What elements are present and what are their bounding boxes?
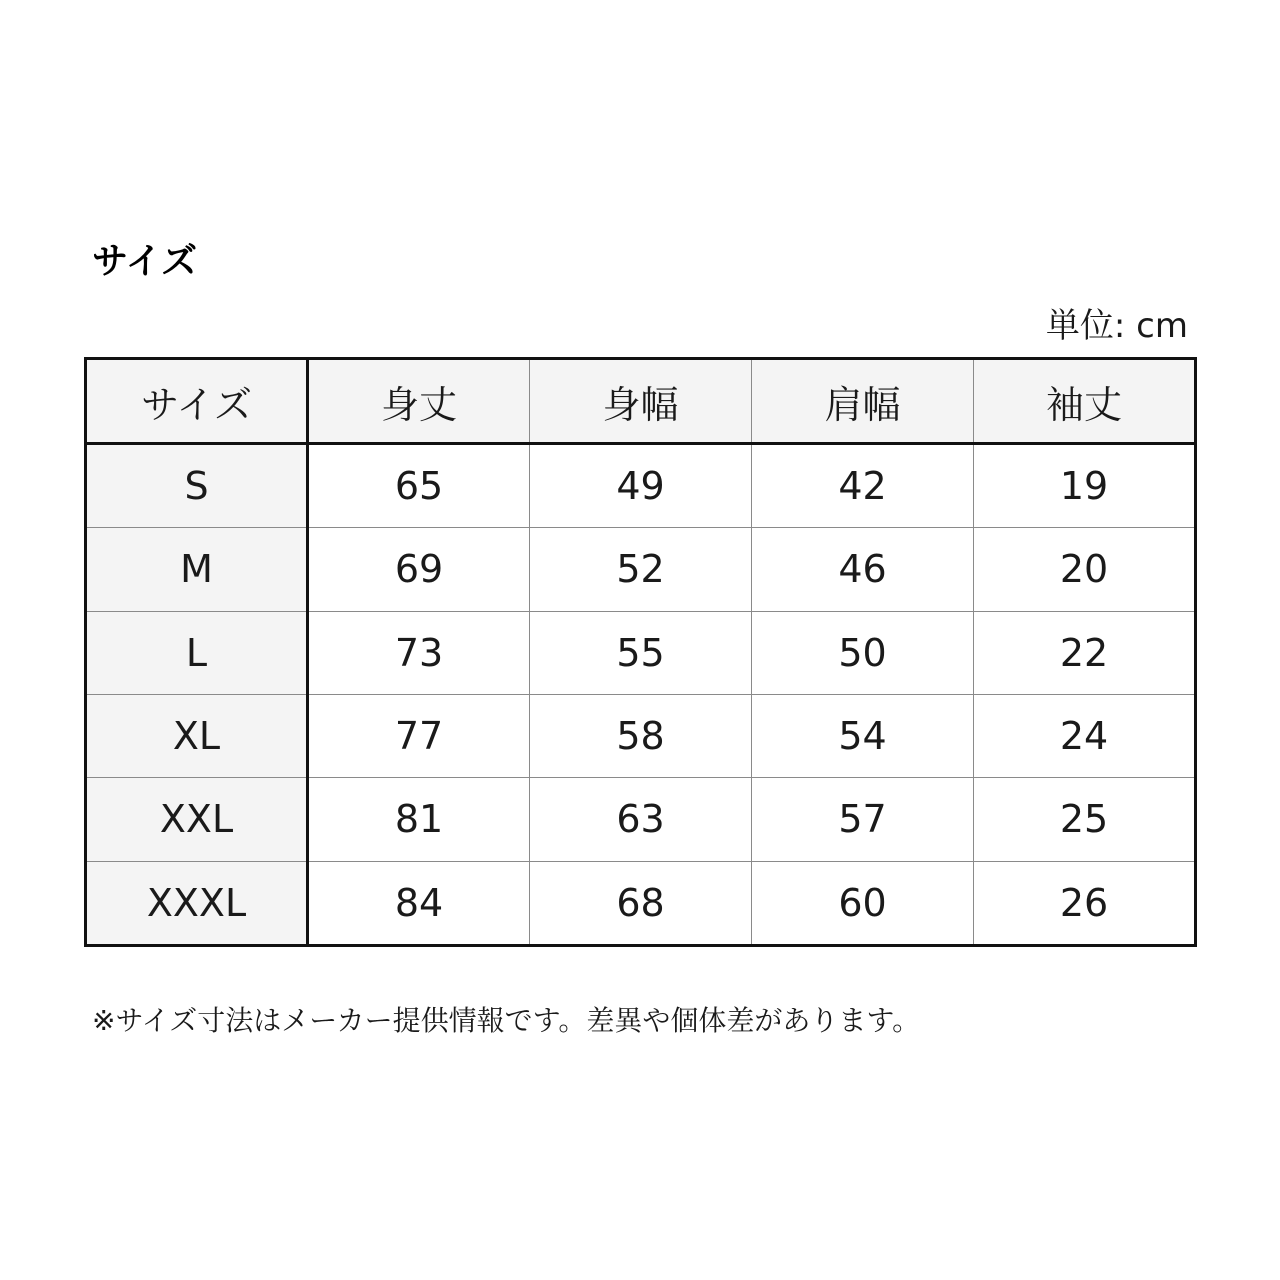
unit-label: 単位: cm xyxy=(1045,306,1188,346)
table-row xyxy=(86,444,1196,528)
sleeve-length-cell: 20 xyxy=(974,528,1196,611)
header-body-length: 身丈 xyxy=(308,359,530,444)
shoulder-width-cell: 54 xyxy=(752,694,974,777)
header-sleeve-length: 袖丈 xyxy=(974,359,1196,444)
header-row xyxy=(86,359,1196,444)
sleeve-length-cell: 24 xyxy=(974,694,1196,777)
body-width-cell: 63 xyxy=(530,778,752,861)
page-title: サイズ xyxy=(92,241,198,282)
table-body xyxy=(86,444,1196,946)
table-row xyxy=(86,611,1196,694)
header-size: サイズ xyxy=(86,359,308,444)
body-width-cell: 68 xyxy=(530,861,752,945)
body-width-cell: 49 xyxy=(530,444,752,528)
table-row xyxy=(86,778,1196,861)
body-length-cell: 65 xyxy=(308,444,530,528)
size-cell: XXL xyxy=(86,778,308,861)
shoulder-width-cell: 60 xyxy=(752,861,974,945)
body-length-cell: 81 xyxy=(308,778,530,861)
header-shoulder-width: 肩幅 xyxy=(752,359,974,444)
size-cell: L xyxy=(86,611,308,694)
shoulder-width-cell: 57 xyxy=(752,778,974,861)
body-length-cell: 84 xyxy=(308,861,530,945)
body-width-cell: 58 xyxy=(530,694,752,777)
size-cell: S xyxy=(86,444,308,528)
table-row xyxy=(86,528,1196,611)
body-length-cell: 77 xyxy=(308,694,530,777)
size-cell: XXXL xyxy=(86,861,308,945)
size-cell: M xyxy=(86,528,308,611)
shoulder-width-cell: 46 xyxy=(752,528,974,611)
size-chart-table xyxy=(84,357,1197,947)
sleeve-length-cell: 26 xyxy=(974,861,1196,945)
header-body-width: 身幅 xyxy=(530,359,752,444)
sleeve-length-cell: 25 xyxy=(974,778,1196,861)
shoulder-width-cell: 50 xyxy=(752,611,974,694)
body-width-cell: 55 xyxy=(530,611,752,694)
table-row xyxy=(86,694,1196,777)
sleeve-length-cell: 19 xyxy=(974,444,1196,528)
table-header xyxy=(86,359,1196,444)
table-row xyxy=(86,861,1196,945)
body-length-cell: 73 xyxy=(308,611,530,694)
sleeve-length-cell: 22 xyxy=(974,611,1196,694)
disclaimer-note: ※サイズ寸法はメーカー提供情報です。差異や個体差があります。 xyxy=(92,1004,921,1037)
shoulder-width-cell: 42 xyxy=(752,444,974,528)
size-cell: XL xyxy=(86,694,308,777)
body-width-cell: 52 xyxy=(530,528,752,611)
body-length-cell: 69 xyxy=(308,528,530,611)
